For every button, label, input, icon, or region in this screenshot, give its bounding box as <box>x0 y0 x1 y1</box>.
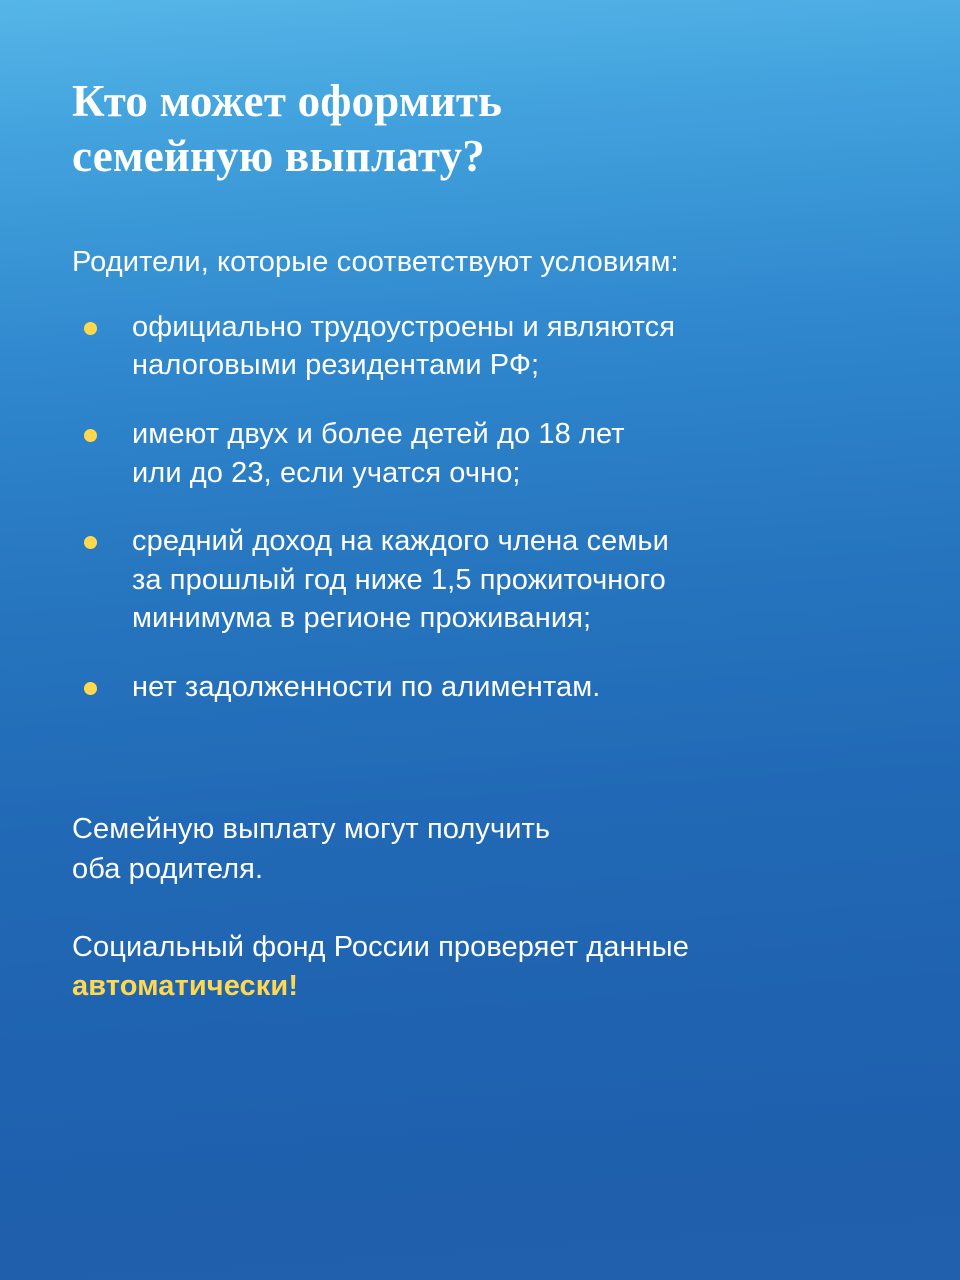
closing-paragraph-1 <box>72 810 888 889</box>
closing-paragraph-2 <box>72 928 888 1007</box>
conditions-list <box>72 282 888 707</box>
list-item-line: имеют двух и более детей до 18 лет <box>132 417 625 450</box>
bullet-dot-icon <box>84 429 97 442</box>
bullet-dot-icon <box>84 682 97 695</box>
closing-section <box>72 706 888 1007</box>
closing-paragraph-1-line-1: Семейную выплату могут получить <box>72 813 551 846</box>
list-item-line: нет задолженности по алиментам. <box>132 670 601 703</box>
list-item <box>72 308 888 385</box>
closing-paragraph-2-line-2 <box>72 967 888 1007</box>
page-title-line-2: семейную выплату? <box>72 131 485 182</box>
closing-paragraph-1-line-2: оба родителя. <box>72 853 264 886</box>
bullet-dot-icon <box>84 322 97 335</box>
page-title-line-1: Кто может оформить <box>72 76 503 126</box>
intro-text: Родители, которые соответствуют условиям: <box>72 245 679 278</box>
list-item-line: за прошлый год ниже 1,5 прожиточного <box>132 563 666 596</box>
list-item <box>72 522 888 638</box>
highlight-text: автоматически <box>72 970 289 1003</box>
highlight-exclamation: ! <box>288 970 299 1003</box>
list-item-line: средний доход на каждого члена семьи <box>132 525 669 558</box>
list-item-text <box>132 415 888 492</box>
list-item-text <box>132 522 888 638</box>
closing-paragraph-2-line-1: Социальный фонд России проверяет данные <box>72 930 689 963</box>
list-item-line: налоговыми резидентами РФ; <box>132 349 540 382</box>
list-item-line: официально трудоустроены и являются <box>132 310 676 343</box>
list-item-text <box>132 308 888 385</box>
list-item <box>72 668 888 707</box>
bullet-dot-icon <box>84 536 97 549</box>
list-item-line: или до 23, если учатся очно; <box>132 456 521 489</box>
list-item <box>72 415 888 492</box>
list-item-line: минимума в регионе проживания; <box>132 602 592 635</box>
list-item-text <box>132 668 888 707</box>
page-title <box>72 0 888 185</box>
